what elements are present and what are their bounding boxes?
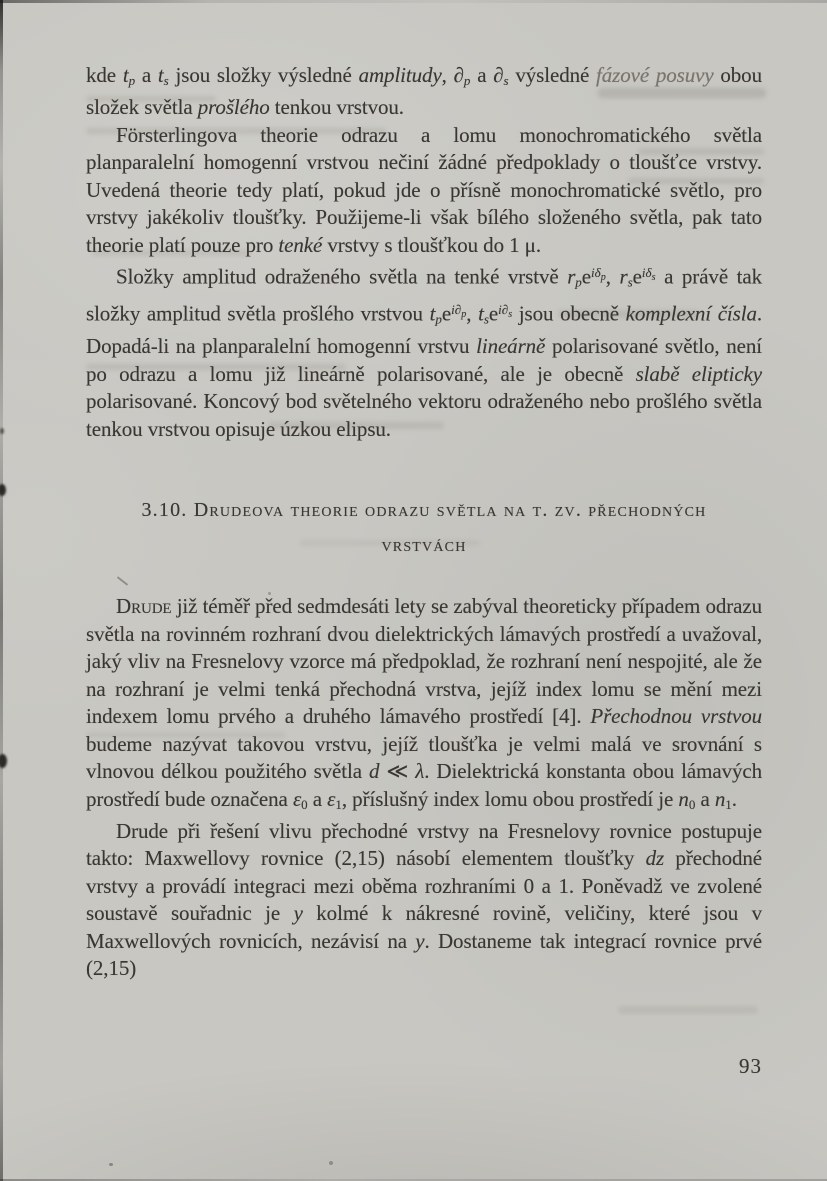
text-run: s: [163, 72, 169, 88]
text-run: . Dielektrická konstanta obou lámavých prostředí bude označena: [86, 759, 762, 811]
text-run: kde: [86, 63, 123, 87]
text-run: jsou složky výsledné: [168, 63, 359, 87]
text-run: 0: [301, 796, 308, 812]
text-run: již téměř před sedmdesáti lety se zabýval theoreticky případem odrazu světla na rovinném rozhraní dvou dielektrických lámavých prostředí a uvažoval, jaký vliv na Fresnelovy vzorce má předpoklad, že rozhraní není nespojité, ale že na rozhraní je velmi tenká přechodná vrstva, jejíž index lomu se mění mezi indexem lomu prvého a druhého lámavého prostředí [4].: [86, 594, 762, 729]
text-run: i∂: [498, 302, 509, 318]
text-run: s: [508, 309, 513, 321]
text-run: amplitudy: [358, 63, 442, 87]
text-run: vrstvách: [381, 534, 467, 557]
text-run: Drudeova theorie odrazu světla na t. zv. přechodných: [193, 499, 707, 522]
text-run: λ: [415, 759, 425, 784]
text-run: y: [415, 928, 425, 953]
paper-speck: [329, 1161, 333, 1165]
text-run: s: [483, 311, 489, 327]
text-run: lineárně: [476, 334, 546, 359]
paper-speck: [109, 1163, 113, 1166]
text-run: s: [503, 72, 509, 88]
section-heading-3-10: [96, 493, 752, 563]
text-run: ≪: [379, 759, 416, 784]
text-run: přechodné vrstvy a provádí integraci mezi oběma rozhraními 0 a 1. Poněvadž ve zvolené soustavě souřadnic je: [86, 846, 762, 926]
text-run: a: [135, 63, 158, 87]
text-run: vrstvy s tloušťkou do 1 μ.: [322, 232, 541, 257]
paragraph-drude-historie: [86, 593, 762, 818]
text-run: budeme nazývat takovou vrstvu, jejíž tloušťka je velmi malá ve srovnání s vlnovou délkou použitého světla: [86, 731, 762, 784]
text-run: tenkou vrstvou.: [269, 95, 404, 120]
text-run: p: [461, 309, 467, 321]
text-run: . Dostaneme tak integrací rovnice prvé (2,15): [86, 928, 762, 981]
text-run: Složky amplitud odraženého světla na tenké vrstvě: [116, 264, 568, 289]
paragraph-drude-postup: [86, 818, 762, 983]
page-text: [86, 62, 762, 983]
text-run: p: [128, 72, 136, 88]
text-run: t: [429, 301, 436, 326]
text-run: e: [488, 301, 499, 326]
text-run: t: [157, 63, 164, 87]
text-run: s: [651, 272, 656, 284]
text-run: t: [122, 63, 129, 87]
text-run: ,: [466, 301, 479, 326]
text-run: ,: [441, 63, 454, 87]
text-run: výsledné: [508, 63, 597, 87]
text-run: ∂: [453, 63, 464, 87]
text-run: ε: [292, 786, 302, 811]
text-run: polarisované. Koncový bod světelného vektoru odraženého nebo prošlého světla tenkou vrstvou opisuje úzkou elipsu.: [86, 389, 762, 441]
text-run: e: [441, 301, 452, 326]
text-run: Drude: [116, 594, 172, 619]
text-run: obou složek světla: [86, 63, 762, 120]
text-run: d: [368, 759, 380, 784]
text-run: 0: [688, 796, 696, 812]
text-run: Přechodnou vrstvou: [590, 704, 762, 729]
text-run: ,: [605, 264, 620, 289]
text-run: ∂: [493, 63, 504, 87]
text-run: komplexní čísla: [625, 301, 757, 326]
text-run: r: [619, 264, 628, 289]
text-run: a právě tak složky amplitud světla prošlého vrstvou: [86, 264, 762, 326]
text-run: Försterlingova theorie odrazu a lomu monochromatického světla planparalelní homogenní vrstvou nečiní žádné předpoklady o tloušťce vrstvy. Uvedená theorie tedy platí, pokud jde o přísně monochromatické světlo, pro vrstvy jakékoliv tloušťky. Použijeme-li však bílého složeného světla, pak tato theorie platí pouze pro: [86, 122, 762, 257]
text-run: iδ: [641, 265, 652, 281]
text-run: r: [567, 264, 576, 289]
paragraph-amplitudy-uvod: [86, 62, 762, 122]
text-run: i∂: [451, 302, 462, 318]
text-run: dz: [645, 846, 665, 871]
paragraph-forsterlingova-theorie: [86, 122, 762, 260]
text-run: Drude při řešení vlivu přechodné vrstvy na Fresnelovy rovnice postupuje takto: Maxwellovy rovnice (2,15) násobí elementem tloušťky: [86, 818, 762, 871]
text-run: tenké: [278, 232, 323, 257]
text-run: p: [575, 274, 582, 290]
text-run: a: [307, 786, 328, 811]
text-run: 1: [335, 796, 342, 812]
text-run: y: [293, 901, 303, 926]
text-run: iδ: [591, 265, 601, 281]
text-run: .: [731, 786, 737, 811]
text-run: n: [714, 786, 726, 811]
text-run: 1: [725, 796, 732, 812]
text-run: n: [678, 786, 689, 811]
text-run: , příslušný index lomu obou prostředí je: [341, 786, 679, 811]
text-run: jsou obecně: [512, 301, 626, 326]
page-edge-mark: [0, 754, 7, 768]
page-edge-mark: [0, 484, 6, 496]
text-run: polarisované světlo, není po odrazu a lomu již lineárně polarisované, ale je obecně: [86, 334, 763, 386]
text-run: p: [600, 272, 606, 284]
text-run: p: [435, 311, 442, 327]
text-run: a: [695, 786, 715, 811]
page-top-edge-shadow: [0, 0, 827, 3]
text-run: e: [632, 264, 642, 289]
text-run: t: [478, 301, 484, 326]
text-run: a: [470, 63, 494, 87]
text-run: e: [581, 264, 592, 289]
text-run: ε: [327, 786, 336, 811]
text-run: fázové posuvy: [596, 63, 714, 87]
text-run: s: [627, 274, 633, 290]
page-edge-mark: [0, 428, 4, 434]
page-left-edge-shadow: [0, 0, 3, 1181]
text-run: prošlého: [197, 95, 270, 120]
text-run: . Dopadá-li na planparalelní homogenní vrstvu: [86, 301, 763, 359]
text-run: p: [463, 72, 471, 88]
page-number: 93: [739, 1054, 762, 1078]
paragraph-slozky-amplitud: [86, 259, 762, 443]
scan-smudge: [618, 1006, 758, 1014]
text-run: slabě elipticky: [635, 361, 762, 386]
text-run: kolmé k nákresné rovině, veličiny, které jsou v Maxwellových rovnicích, nezávisí na: [86, 901, 762, 953]
text-run: 3.10.: [141, 499, 194, 522]
